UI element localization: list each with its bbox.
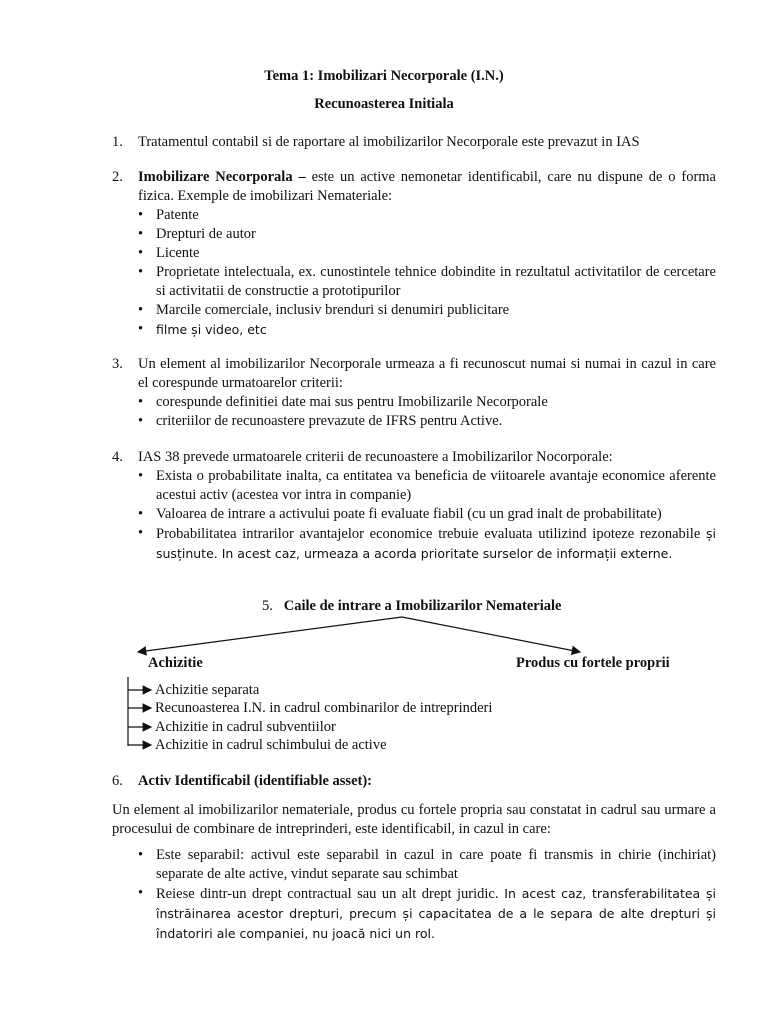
label-produs: Produs cu fortele proprii [516,655,670,671]
document-subtitle: Recunoasterea Initiala [314,96,454,112]
document-page: Tema 1: Imobilizari Necorporale (I.N.) Recunoasterea Initiala 1. Tratamentul contabil si de raportare al imobilizarilor Necorporale este prevazut in IAS 2. Imobilizare Necorporala – este un active nemonetar identificabil, care nu dispune de o forma fizica. Exemple de imobilizari Nemateriale: • Patente • Drepturi de autor • Licente • Proprietate intelectuala, ex. cunostintele tehnice dobindite in rezultatul activitatilor de cercetare si activitatii de constructie a prototipurilor • Marcile comerciale, inclusiv brenduri si denumiri publicitare • filme și video, etc 3. Un element al imobilizarilor Necorporale urmeaza a fi recunoscut numai si numai in cazul in care el corespunde urmatoarelor criterii: • corespunde definitiei date mai sus pentru Imobilizarile Necorporale • criteriilor de recunoastere prevazute de IFRS pentru Active. 4. IAS 38 prevede urmatoarele criterii de recunoastere a Imobilizarilor Nocorporale: • Exista o probabilitate inalta, ca entitatea va beneficia de viitoarele avantaje economice aferente acestui activ (acestea vor intra in companie) • Valoarea de intrare a activului poate fi evaluate fiabil (cu un grad inalt de probabilitate) • Probabilitatea intrarilor avantajelor economice trebuie evaluata utilizind ipoteze rezonabile și susținute. In acest caz, urmeaza a acorda prioritate surselor de informații externe. 5. Caile de intrare a Imobilizarilor Nemateriale Achizitie Produs cu fortele proprii Achizitie separata Recunoasterea I.N. in cadrul combinarilor de intreprinderi Achizitie in cadrul subventiilor Achizitie in cadrul schimbului de active 6. Activ Identificabil (identifiable asset): Un element al imobilizarilor nemateriale, produs cu fortele propria sau constatat in cadrul sau urmare a procesului de combinare de intreprinderi, este identificabil, in cazul in care: • Este separabil: activul este separabil in cazul in care poate fi transmis in chirie (inchiriat) separate de alte active, vindut separate sau schimbat • Reiese dintr-un drept contractual sau un alt drept juridic. In acest caz, transferabilitatea și înstrăinarea acestor drepturi, precum și capacitatea de a le separa de alte drepturi și îndatoriri ale companiei, nu joacă nici un rol. [0,0,768,1024]
list-item: • Marcile comerciale, inclusiv brenduri si denumiri publicitare [138,302,510,318]
list-item: • Probabilitatea intrarilor avantajelor economice trebuie evaluata utilizind ipoteze rezonabile și susținute. In acest caz, urmeaza a acorda prioritate surselor de informații externe. [138,525,716,561]
sub-item: Achizitie in cadrul subventiilor [155,719,336,735]
list-item: • criteriilor de recunoastere prevazute de IFRS pentru Active. [138,413,503,429]
section-6-list [138,846,716,944]
sub-item: Achizitie separata [155,682,260,698]
list-item: • filme și video, etc [138,321,267,337]
item-number: 1. [112,134,123,150]
bullet-list [138,846,716,944]
list-item: • Este separabil: activul este separabil in cazul in care poate fi transmis in chirie (inchiriat) separate de alte active, vindut separate sau schimbat [138,847,716,882]
section-6-paragraph: Un element al imobilizarilor nemateriale, produs cu fortele propria sau constatat in cadrul sau urmare a procesului de combinare de intreprinderi, este identificabil, in cazul in care: [112,802,716,837]
list-item: • Patente [138,207,199,223]
list-item: • Drepturi de autor [138,226,256,242]
sub-item: Achizitie in cadrul schimbului de active [155,737,387,753]
list-item: • Proprietate intelectuala, ex. cunostintele tehnice dobindite in rezultatul activitatilor de cercetare si activitatii de constructie a prototipurilor [138,264,716,299]
list-item: • Reiese dintr-un drept contractual sau un alt drept juridic. In acest caz, transferabilitatea și înstrăinarea acestor drepturi, precum și capacitatea de a le separa de alte drepturi și îndatoriri ale companiei, nu joacă nici un rol. [138,885,716,941]
item-text: Un element al imobilizarilor Necorporale urmeaza a fi recunoscut numai si numai in cazul in care el corespunde urmatoarelor criterii: [138,356,716,391]
item-number: 3. [112,356,123,372]
item-text: este un active nemonetar identificabil, care nu dispune de o forma fizica. Exemple de imobilizari Nemateriale: [138,169,716,204]
sub-item: Recunoasterea I.N. in cadrul combinarilor de intreprinderi [155,700,493,716]
item-number: 2. [112,169,123,185]
term-bold: Imobilizare Necorporala – [138,169,306,185]
list-item: • corespunde definitiei date mai sus pentru Imobilizarile Necorporale [138,394,548,410]
list-item: • Licente [138,245,200,261]
item-text: Tratamentul contabil si de raportare al imobilizarilor Necorporale este prevazut in IAS [138,134,640,150]
arrow-right [402,617,580,652]
list-item: • Valoarea de intrare a activului poate fi evaluate fiabil (cu un grad inalt de probabilitate) [138,506,662,522]
item-text: IAS 38 prevede urmatoarele criterii de recunoastere a Imobilizarilor Nocorporale: [138,449,613,465]
label-achizitie: Achizitie [148,655,203,671]
arrow-left [138,617,402,652]
list-item: • Exista o probabilitate inalta, ca entitatea va beneficia de viitoarele avantaje economice aferente acestui activ (acestea vor intra in companie) [138,468,716,503]
document-title: Tema 1: Imobilizari Necorporale (I.N.) [264,68,504,84]
item-number: 4. [112,449,123,465]
section-5-heading: 5. Caile de intrare a Imobilizarilor Nemateriale [262,598,562,614]
